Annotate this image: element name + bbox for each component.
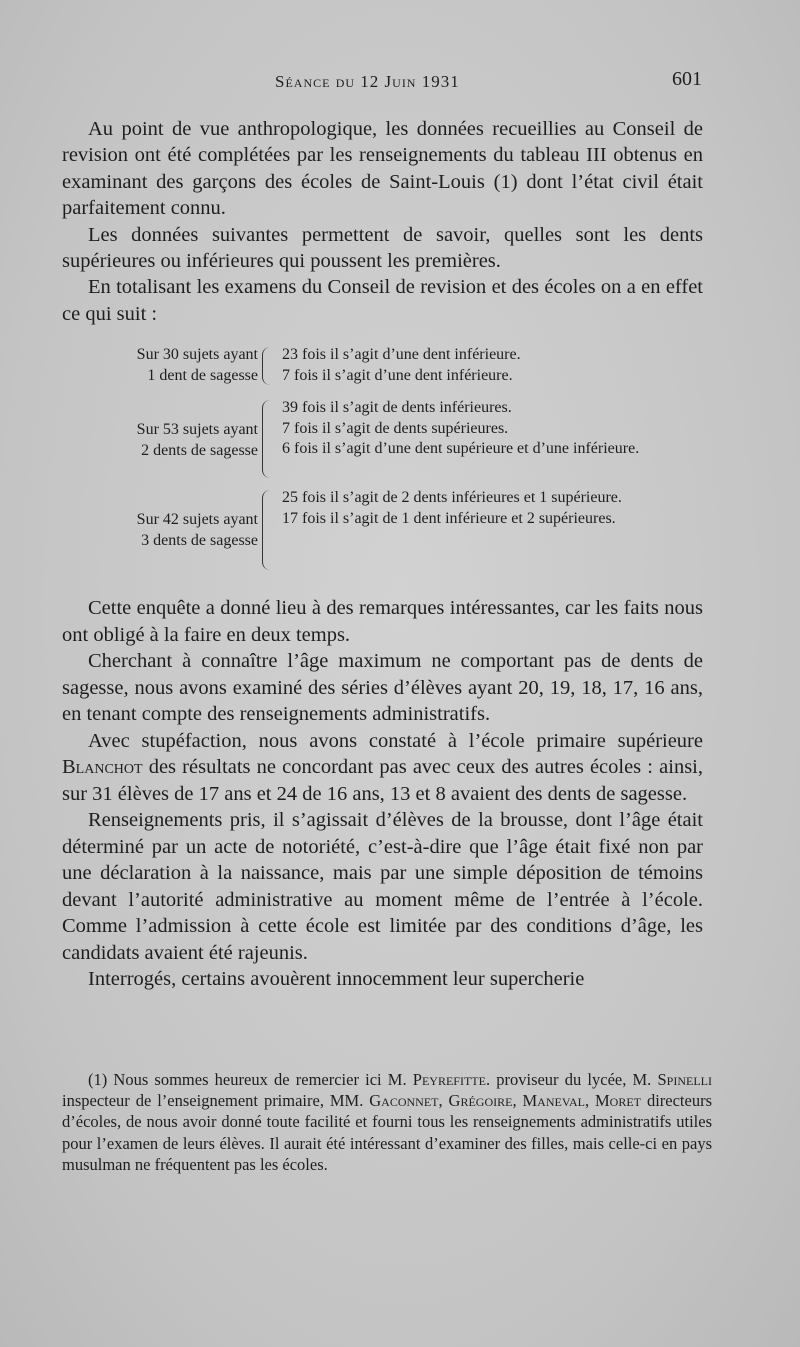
intro-paragraph-2: Les données suivantes permettent de savoir, quelles sont les dents supérieures ou inférieures qui poussent les premières.	[62, 223, 703, 273]
intro-paragraph-1: Au point de vue anthropologique, les données recueillies au Conseil de revision ont été complétées par les renseignements du tableau III obtenus en examinant des garçons des écoles de Saint-Louis (1) dont l’état civil était parfaitement connu.	[62, 118, 703, 220]
brace	[262, 400, 277, 478]
page-number: 601	[672, 68, 702, 90]
person-name: Peyrefitte	[412, 1070, 486, 1089]
stat-subject-label: Sur 30 sujets ayant 1 dent de sagesse	[136, 346, 258, 384]
stat-subject-label: Sur 53 sujets ayant 2 dents de sagesse	[136, 421, 258, 459]
footnote: (1) Nous sommes heureux de remercier ici M. Peyrefitte. proviseur du lycée, M. Spinelli inspecteur de l’enseignement primaire, MM. Gaconnet, Grégoire, Maneval, Moret directeurs d’écoles, de nous avoir donné toute facilité et fourni tous les renseignements administratifs utiles pour l’examen de leurs élèves. Il aurait été intéressant d’examiner des filles, mais celle-ci en pays musulman ne fréquentent pas les écoles.	[62, 1070, 712, 1174]
stat-results: 39 fois il s’agit de dents inférieures. 7 fois il s’agit de dents supérieures. 6 fois il s’agit d’une dent supérieure et d’une inférieure.	[282, 399, 640, 457]
brace	[262, 490, 277, 570]
intro-paragraph-3: En totalisant les examens du Conseil de revision et des écoles on a en effet ce qui suit :	[62, 276, 703, 325]
stat-results: 23 fois il s’agit d’une dent inférieure. 7 fois il s’agit d’une dent inférieure.	[282, 346, 521, 384]
stat-subject-label: Sur 42 sujets ayant 3 dents de sagesse	[136, 511, 258, 549]
running-title: Séance du 12 Juin 1931	[275, 72, 460, 91]
brace	[262, 347, 277, 385]
person-name: Spinelli	[657, 1070, 712, 1089]
person-name: Blanchot	[62, 756, 143, 778]
page-header	[0, 68, 800, 98]
paragraph-3: Avec stupéfaction, nous avons constaté à l’école primaire supérieure Blanchot des résultats ne concordant pas avec ceux des autres écoles : ainsi, sur 31 élèves de 17 ans et 24 de 16 ans, 13 et 8 avaient des dents de sagesse.	[62, 729, 703, 805]
paragraph-1: Cette enquête a donné lieu à des remarques intéressantes, car les faits nous ont obligé à la faire en deux temps.	[62, 597, 703, 646]
main-text	[62, 595, 703, 993]
stat-results: 25 fois il s’agit de 2 dents inférieures et 1 supérieure. 17 fois il s’agit de 1 dent inférieure et 2 supérieures.	[282, 489, 622, 527]
person-names: Gaconnet, Grégoire, Maneval, Moret	[369, 1091, 642, 1111]
intro-text	[62, 116, 703, 327]
paragraph-4: Renseignements pris, il s’agissait d’élèves de la brousse, dont l’âge était déterminé par un acte de notoriété, c’est-à-dire que l’âge était fixé non par une déclaration à la naissance, mais par une simple déposition de témoins devant l’autorité administrative au moment même de l’entrée à l’école. Comme l’admission à cette école est limitée par des conditions d’âge, les candidats avaient été rajeunis.	[62, 809, 703, 964]
paragraph-5: Interrogés, certains avouèrent innocemment leur supercherie	[88, 968, 585, 990]
paragraph-2: Cherchant à connaître l’âge maximum ne comportant pas de dents de sagesse, nous avons examiné des séries d’élèves ayant 20, 19, 18, 17, 16 ans, en tenant compte des renseignements administratifs.	[62, 650, 703, 725]
